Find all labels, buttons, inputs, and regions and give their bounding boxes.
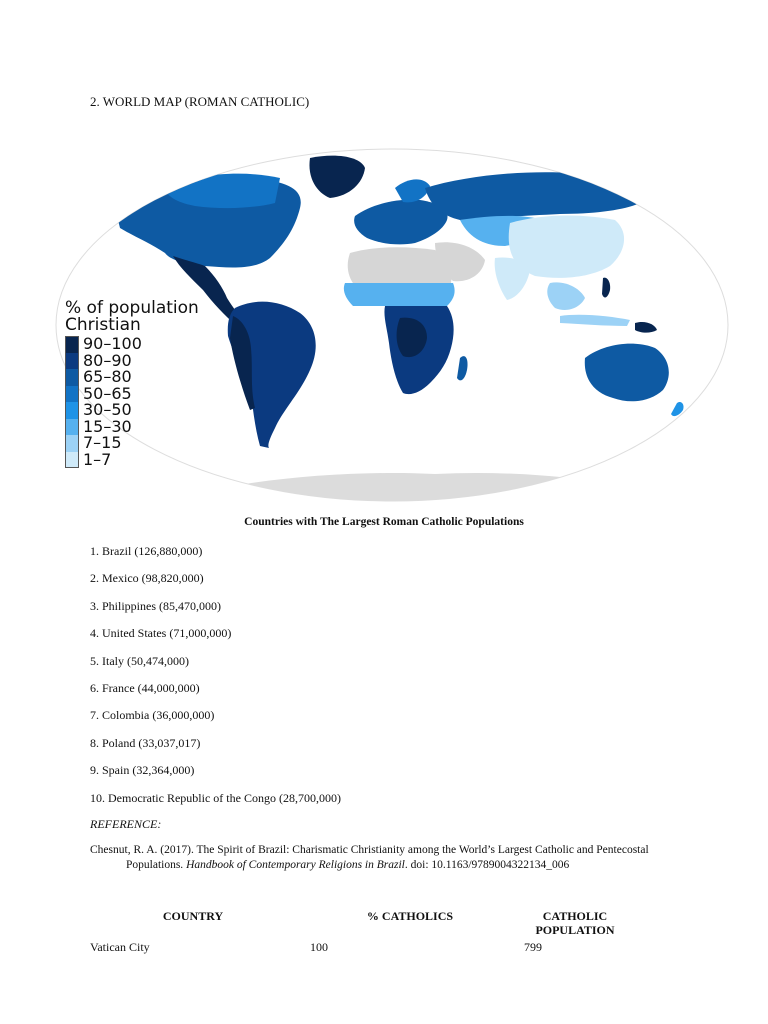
legend-swatch — [65, 336, 79, 353]
list-item: 9. Spain (32,364,000) — [90, 763, 195, 778]
list-item: 5. Italy (50,474,000) — [90, 653, 189, 668]
list-item: 8. Poland (33,037,017) — [90, 735, 201, 750]
list-item: 1. Brazil (126,880,000) — [90, 544, 203, 558]
table-header-population — [515, 909, 635, 937]
section-heading: 2. WORLD MAP (ROMAN CATHOLIC) — [90, 94, 310, 109]
legend-swatch — [65, 402, 79, 419]
legend-label: 7–15 — [83, 433, 122, 453]
legend-label: 1–7 — [83, 449, 112, 469]
list-item: 7. Colombia (36,000,000) — [90, 708, 215, 723]
citation-doi: . doi: 10.1163/9789004322134_006 — [404, 859, 570, 871]
legend-rows — [65, 336, 199, 468]
list-item: 3. Philippines (85,470,000) — [90, 598, 221, 613]
table-header-pct: % CATHOLICS — [366, 909, 454, 923]
citation-line1: Chesnut, R. A. (2017). The Spirit of Brazil: Charismatic Christianity among the World’s Largest Catholic and Pentecostal — [90, 844, 649, 856]
table-header-population-line1: CATHOLIC — [542, 909, 608, 923]
legend-label: 30–50 — [83, 400, 132, 420]
countries-caption: Countries with The Largest Roman Catholic Populations — [244, 516, 524, 528]
citation — [90, 843, 670, 873]
north-africa-shape — [348, 247, 452, 286]
citation-text: Populations. — [126, 859, 184, 871]
list-item: 2. Mexico (98,820,000) — [90, 571, 204, 586]
legend-swatch — [65, 386, 79, 403]
world-map — [55, 148, 730, 503]
legend-label: 90–100 — [83, 334, 142, 354]
map-legend — [65, 300, 199, 468]
reference-label: REFERENCE: — [90, 817, 162, 831]
citation-source-title: Handbook of Contemporary Religions in Brazil — [186, 859, 405, 871]
legend-label: 65–80 — [83, 367, 132, 387]
legend-swatch — [65, 369, 79, 386]
legend-subtitle: Christian — [65, 315, 141, 335]
table-cell-pct: 100 — [310, 940, 328, 954]
list-item: 10. Democratic Republic of the Congo (28,700,000) — [90, 790, 341, 805]
legend-label: 15–30 — [83, 416, 132, 436]
table-header-population-line2: POPULATION — [535, 923, 615, 937]
list-item: 4. United States (71,000,000) — [90, 626, 232, 641]
list-item: 6. France (44,000,000) — [90, 680, 200, 695]
sahel-shape — [344, 283, 455, 306]
country-list — [90, 544, 341, 818]
table-cell-country: Vatican City — [90, 940, 150, 954]
legend-label: 80–90 — [83, 350, 132, 370]
legend-swatch — [65, 452, 79, 469]
legend-item — [65, 449, 199, 469]
legend-title: % of population — [65, 298, 199, 318]
legend-label: 50–65 — [83, 383, 132, 403]
table-cell-population: 799 — [524, 940, 542, 954]
legend-swatch — [65, 353, 79, 370]
table-header-country: COUNTRY — [162, 909, 224, 923]
citation-line2 — [90, 858, 670, 873]
legend-swatch — [65, 435, 79, 452]
legend-swatch — [65, 419, 79, 436]
